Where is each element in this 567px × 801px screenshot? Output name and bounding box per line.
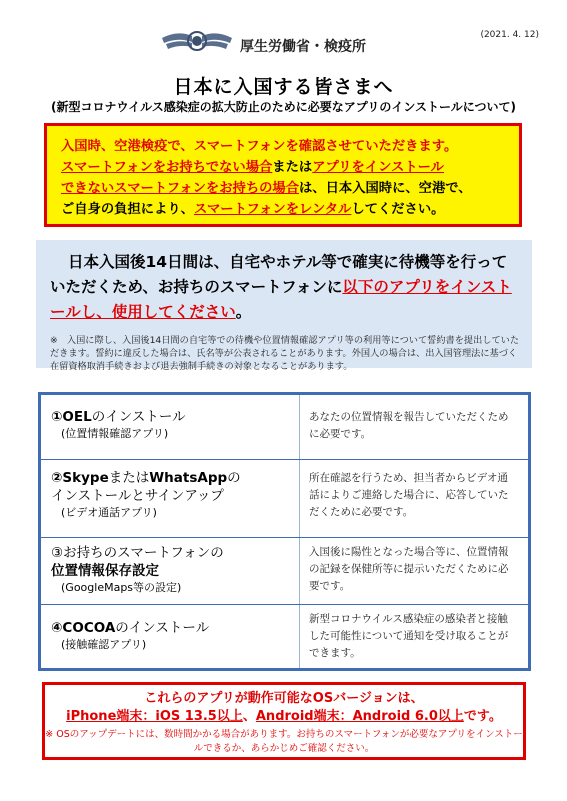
app-oel-title xyxy=(51,408,297,426)
no-smartphone-text: スマートフォンをお持ちでない場合 xyxy=(61,160,273,175)
app-location-cell xyxy=(51,544,297,596)
app-oel-description: あなたの位置情報を報告していただくために必要です。 xyxy=(309,411,509,440)
app-skype-title xyxy=(51,469,297,487)
pledge-note: ※ 入国に際し、入国後14日間の自宅等での待機や位置情報確認アプリ等の利用等について誓約書を提出していただきます。誓約に違反した場合は、氏名等が公表されることがあります。外国人の場合は、出入国管理法に基づく在留資格取消手続きおよび退去強制手続きの対象となることがあります。 xyxy=(50,335,520,372)
page-subtitle: (新型コロナウイルス感染症の拡大防止のために必要なアプリのインストールについて) xyxy=(51,100,516,114)
app-whatsapp-name: WhatsApp xyxy=(149,470,228,486)
app-row-location xyxy=(41,538,528,604)
app-location-description: 入国後に陽性となった場合等に、位置情報の記録を保健所等に提示いただくために必要です。 xyxy=(309,546,509,592)
cannot-install-text: アプリをインストール xyxy=(312,160,444,175)
app-row-cocoa xyxy=(41,605,528,668)
notice-airport-text: は、日本入国時に、空港で、 xyxy=(299,181,472,196)
app-cocoa-title xyxy=(51,619,297,637)
install-apps-text: 以下のアプリをインストールし、使用してください xyxy=(50,278,512,321)
notice-box xyxy=(44,123,522,227)
notice-line-1: 入国時、空港検疫で、スマートフォンを確認させていただきます。 xyxy=(61,139,458,154)
app-skype-title-2 xyxy=(51,487,297,505)
app-location-prefix: ③お持ちのスマートフォンの xyxy=(51,545,224,561)
notice-line-2 xyxy=(61,157,509,178)
rent-smartphone-text: スマートフォンをレンタル xyxy=(193,202,352,217)
app-skype-particle: の xyxy=(227,470,241,486)
app-oel-action: のインストール xyxy=(91,409,186,425)
own-expense-text: ご自身の負担により、 xyxy=(61,202,194,217)
app-cocoa-name: ④COCOA xyxy=(51,620,116,636)
page-title: 日本に入国する皆さまへ xyxy=(173,76,394,98)
notice-line-3 xyxy=(61,178,509,199)
app-oel-name: ①OEL xyxy=(51,409,92,425)
app-skype-description: 所在確認を行うため、担当者からビデオ通話によりご連絡した場合に、応答していただくために必要です。 xyxy=(309,472,509,518)
app-skype-action: インストールとサインアップ xyxy=(51,488,224,504)
os-update-note: ※ OSのアップデートには、数時間かかる場合があります。お持ちのスマートフォンが必要なアプリをインストールできるか、あらかじめご確認ください。 xyxy=(45,729,523,754)
issue-date: (2021. 4. 12) xyxy=(480,30,539,40)
app-skype-name: ②Skype xyxy=(51,470,109,486)
incompatible-phone-text: できないスマートフォンをお持ちの場合 xyxy=(61,181,300,196)
apps-table xyxy=(38,392,531,671)
info-box xyxy=(36,240,532,372)
info-main xyxy=(50,250,520,325)
app-location-title-1 xyxy=(51,544,297,562)
ios-requirement: iPhone端末：iOS 13.5以上 xyxy=(66,709,243,724)
app-oel-subtitle: (位置情報確認アプリ) xyxy=(61,427,169,440)
os-separator: 、 xyxy=(242,709,256,724)
app-oel-cell xyxy=(51,408,297,442)
notice-end-text: してください。 xyxy=(351,202,445,217)
app-skype-subtitle: (ビデオ通話アプリ) xyxy=(61,506,157,519)
header xyxy=(0,0,567,62)
app-cocoa-action: のインストール xyxy=(115,620,210,636)
app-location-title: 位置情報保存設定 xyxy=(51,563,159,579)
quarantine-emblem-icon xyxy=(160,28,234,54)
os-requirements-heading: これらのアプリが動作可能なOSバージョンは、 xyxy=(144,691,424,706)
android-requirement: Android端末：Android 6.0以上 xyxy=(255,709,464,724)
notice-or-text: または xyxy=(272,160,313,175)
info-main-end: 。 xyxy=(235,303,252,321)
app-location-subtitle: (GoogleMaps等の設定) xyxy=(61,581,182,594)
ministry-name: 厚生労働省・検疫所 xyxy=(240,39,366,55)
app-row-oel xyxy=(41,395,528,459)
app-skype-or: または xyxy=(108,470,150,486)
notice-line-4 xyxy=(61,199,509,220)
os-requirements-box xyxy=(42,682,526,760)
app-skype-cell xyxy=(51,469,297,521)
app-cocoa-description: 新型コロナウイルス感染症の感染者と接触した可能性について通知を受け取ることができます。 xyxy=(309,613,509,659)
app-row-skype-whatsapp xyxy=(41,460,528,537)
app-cocoa-subtitle: (接触確認アプリ) xyxy=(61,638,147,651)
os-versions-line xyxy=(45,708,523,726)
app-cocoa-cell xyxy=(51,619,297,653)
os-line-end: です。 xyxy=(463,709,502,724)
info-main-text: 日本入国後14日間は、自宅やホテル等で確実に待機等を行っていただくため、お持ちのスマートフォンに xyxy=(50,253,508,296)
